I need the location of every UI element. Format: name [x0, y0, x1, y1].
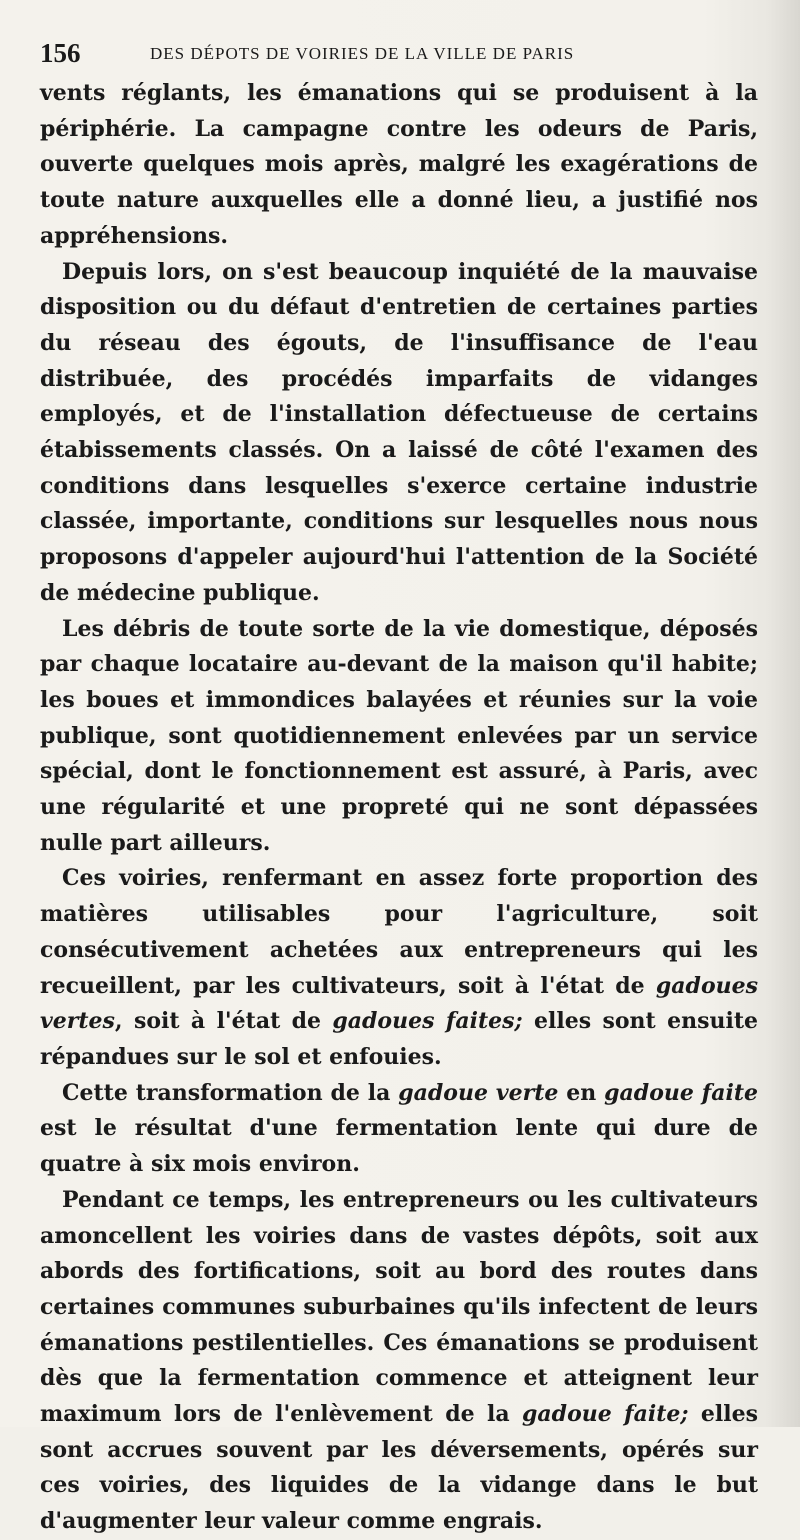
paragraph-3: Les débris de toute sorte de la vie domestique, déposés par chaque locataire au-devant de la maison qu'il habite; les boues et immondices balayées et réunies sur la voie publique, sont quotidiennement enlevées par un service spécial, dont le fonctionnement est assuré, à Paris, avec une régularité et une propreté qui ne sont dépassées nulle part ailleurs.	[40, 615, 758, 856]
italic-term: gadoue faite;	[522, 1401, 689, 1428]
text-run: elles sont ensuite répandues sur le sol et enfouies.	[40, 1008, 758, 1070]
paragraph-2: Depuis lors, on s'est beaucoup inquiété de la mauvaise disposition ou du défaut d'entretien de certaines parties du réseau des égouts, de l'insuffisance de l'eau distribuée, des procédés imparfaits de vidanges employés, et de l'installation défectueuse de certains étabissements classés. On a laissé de côté l'examen des conditions dans lesquelles s'exerce certaine industrie classée, importante, conditions sur lesquelles nous nous proposons d'appeler aujourd'hui l'attention de la Société de médecine publique.	[40, 258, 758, 606]
text-run: en	[558, 1079, 605, 1106]
text-run: Ces voiries, renfermant en assez forte proportion des matières utilisables pour l'agriculture, soit consécutivement achetées aux entrepreneurs qui les recueillent, par les cultivateurs, soit à l'état de	[40, 865, 758, 999]
paragraph-1: vents réglants, les émanations qui se produisent à la périphérie. La campagne contre les odeurs de Paris, ouverte quelques mois après, malgré les exagérations de toute nature auxquelles elle a donné lieu, a justifié nos appréhensions.	[40, 80, 758, 249]
italic-term: gadoue verte	[398, 1079, 559, 1106]
body-text	[40, 76, 758, 1540]
running-title: DES DÉPOTS DE VOIRIES DE LA VILLE DE PARIS	[150, 44, 575, 63]
page-number: 156	[40, 38, 81, 68]
text-run: est le résultat d'une fermentation lente qui dure de quatre à six mois environ.	[40, 1115, 758, 1178]
paragraph-6	[40, 1183, 758, 1540]
italic-term: gadoue faite	[604, 1079, 758, 1106]
paragraph-5	[40, 1076, 758, 1183]
italic-term: gadoues vertes	[40, 972, 758, 1035]
text-run: Pendant ce temps, les entrepreneurs ou les cultivateurs amoncellent les voiries dans de vastes dépôts, soit aux abords des fortifications, soit au bord des routes dans certaines communes suburbaines qu'ils infectent de leurs émanations pestilentielles. Ces émanations se produisent dès que la fermentation commence et atteignent leur maximum lors de l'enlèvement de la	[40, 1186, 758, 1428]
italic-term: gadoues faites;	[332, 1008, 523, 1035]
text-run: , soit à l'état de	[114, 1008, 333, 1035]
text-run: Cette transformation de la	[62, 1079, 399, 1106]
text-run: elles sont accrues souvent par les déversements, opérés sur ces voiries, des liquides de la vidange dans le but d'augmenter leur valeur comme engrais.	[40, 1401, 759, 1535]
page-header	[40, 38, 760, 78]
paragraph-4	[40, 861, 758, 1075]
